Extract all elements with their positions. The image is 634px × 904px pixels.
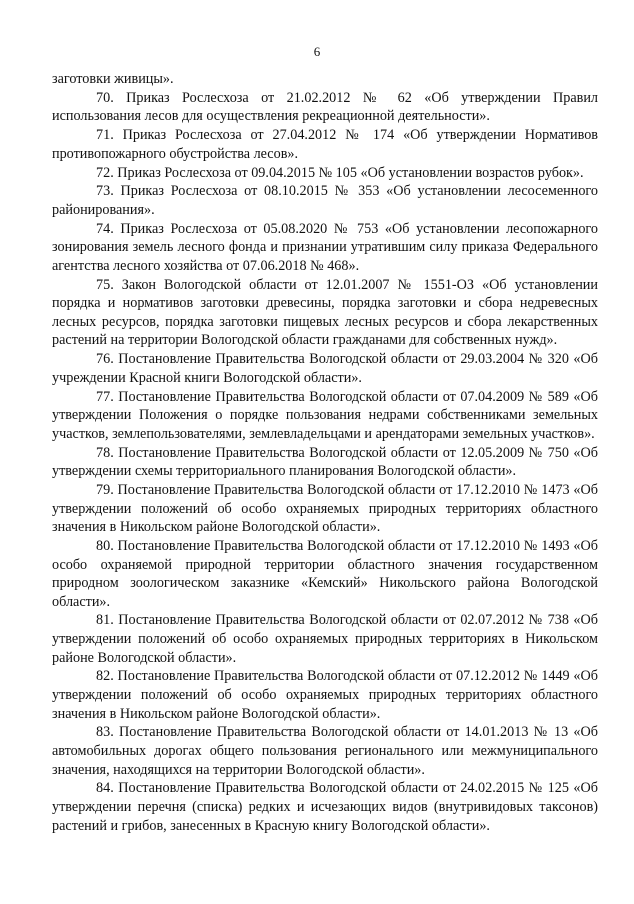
page-number: 6 (313, 44, 321, 59)
list-item-82: 82. Постановление Правительства Вологодской области от 07.12.2012 № 1449 «Об утверждении положений об особо охраняемых природных территориях областного значения в Никольском районе Вологодской области». (52, 668, 598, 722)
list-item-77: 77. Постановление Правительства Вологодской области от 07.04.2009 № 589 «Об утверждении Положения о порядке пользования недрами собственниками земельных участков, землепользователями, землевладельцами и арендаторами земельных участков». (52, 388, 598, 442)
list-item-83: 83. Постановление Правительства Вологодской области от 14.01.2013 № 13 «Об автомобильных дорогах общего пользования регионального или межмуниципального значения, находящихся на территории Вологодской области». (52, 724, 598, 778)
list-item-74: 74. Приказ Рослесхоза от 05.08.2020 № 753 «Об установлении лесопожарного зонирования земель лесного фонда и признании утратившим силу приказа Федерального агентства лесного хозяйства от 07.06.2018 № 468». (52, 220, 598, 274)
list-item-78: 78. Постановление Правительства Вологодской области от 12.05.2009 № 750 «Об утверждении схемы территориального планирования Вологодской области». (52, 444, 598, 480)
list-item-71: 71. Приказ Рослесхоза от 27.04.2012 № 174 «Об утверждении Нормативов противопожарного обустройства лесов». (52, 127, 598, 162)
list-item-79: 79. Постановление Правительства Вологодской области от 17.12.2010 № 1473 «Об утверждении положений об особо охраняемых природных территориях областного значения в Никольском районе Вологодской области». (52, 481, 598, 536)
legal-acts-list (52, 70, 598, 835)
list-item-continuation: заготовки живицы». (52, 71, 174, 87)
list-item-73: 73. Приказ Рослесхоза от 08.10.2015 № 353 «Об установлении лесосеменного районирования». (52, 183, 598, 218)
list-item-72: 72. Приказ Рослесхоза от 09.04.2015 № 105 «Об установлении возрастов рубок». (96, 164, 584, 181)
list-item-81: 81. Постановление Правительства Вологодской области от 02.07.2012 № 738 «Об утверждении положений об особо охраняемых природных территориях в Никольском районе Вологодской области». (52, 612, 598, 666)
list-item-76: 76. Постановление Правительства Вологодской области от 29.03.2004 № 320 «Об учреждении Красной книги Вологодской области». (52, 351, 598, 386)
list-item-84: 84. Постановление Правительства Вологодской области от 24.02.2015 № 125 «Об утверждении перечня (списка) редких и исчезающих видов (внутривидовых таксонов) растений и грибов, занесенных в Красную книгу Вологодской области». (52, 780, 598, 834)
list-item-70: 70. Приказ Рослесхоза от 21.02.2012 № 62 «Об утверждении Правил использования лесов для осуществления рекреационной деятельности». (52, 89, 598, 125)
list-item-80: 80. Постановление Правительства Вологодской области от 17.12.2010 № 1493 «Об особо охраняемой природной территории областного значения государственном природном зоологическом заказнике «Кемский» Никольского района Вологодской области». (52, 537, 598, 610)
list-item-75: 75. Закон Вологодской области от 12.01.2007 № 1551-ОЗ «Об установлении порядка и нормативов заготовки древесины, порядка заготовки и сбора недревесных лесных ресурсов, порядка заготовки пищевых лесных ресурсов и сбора лекарственных растений на территории Вологодской области гражданами для собственных нужд». (52, 276, 598, 349)
